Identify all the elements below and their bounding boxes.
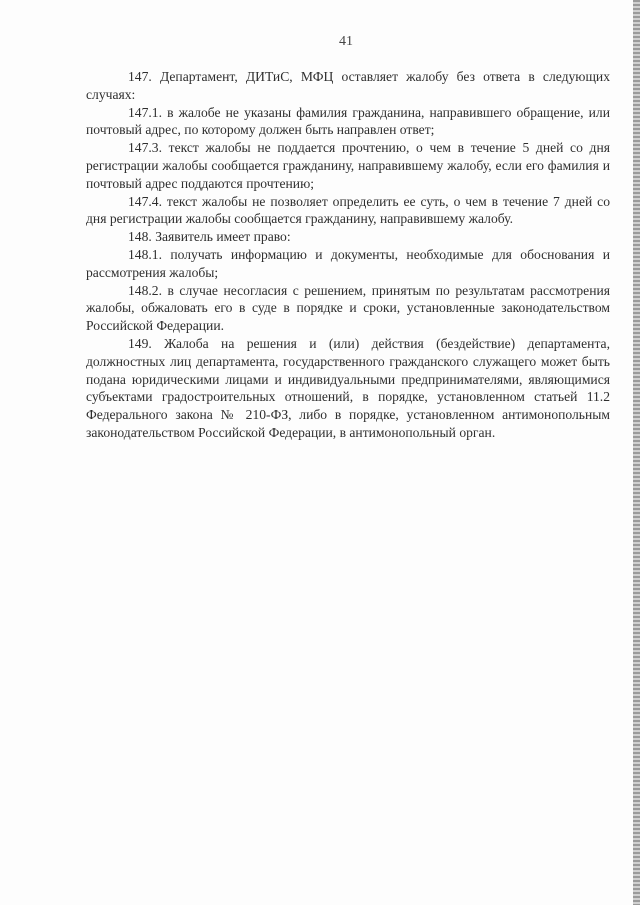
scan-edge — [633, 0, 640, 905]
paragraph-147-1: 147.1. в жалобе не указаны фамилия гражданина, направившего обращение, или почтовый адрес, по которому должен быть направлен ответ; — [86, 104, 610, 138]
paragraph-148: 148. Заявитель имеет право: — [128, 229, 291, 245]
page-number: 41 — [339, 34, 353, 49]
paragraph-147-3: 147.3. текст жалобы не поддается прочтению, о чем в течение 5 дней со дня регистрации жалобы сообщается гражданину, направившему жалобу, если его фамилия и почтовый адрес поддаются прочтению; — [86, 140, 610, 191]
paragraph-148-1: 148.1. получать информацию и документы, необходимые для обоснования и рассмотрения жалобы; — [86, 246, 610, 280]
paragraph-149: 149. Жалоба на решения и (или) действия (бездействие) департамента, должностных лиц департамента, государственного гражданского служащего может быть подана юридическими лицами и индивидуальными предпринимателями, являющимися субъектами градостроительных отношений, в порядке, установленном статьей 11.2 Федерального закона № 210-ФЗ, либо в порядке, установленном антимонопольным законодательством Российской Федерации, в антимонопольный орган. — [86, 335, 610, 440]
paragraph-147: 147. Департамент, ДИТиС, МФЦ оставляет жалобу без ответа в следующих случаях: — [86, 69, 610, 102]
document-body — [86, 68, 610, 442]
paragraph-148-2: 148.2. в случае несогласия с решением, принятым по результатам рассмотрения жалобы, обжаловать его в суде в порядке и сроки, установленные законодательством Российской Федерации. — [86, 282, 610, 334]
paragraph-147-4: 147.4. текст жалобы не позволяет определить ее суть, о чем в течение 7 дней со дня регистрации жалобы сообщается гражданину, направившему жалобу. — [86, 193, 610, 227]
